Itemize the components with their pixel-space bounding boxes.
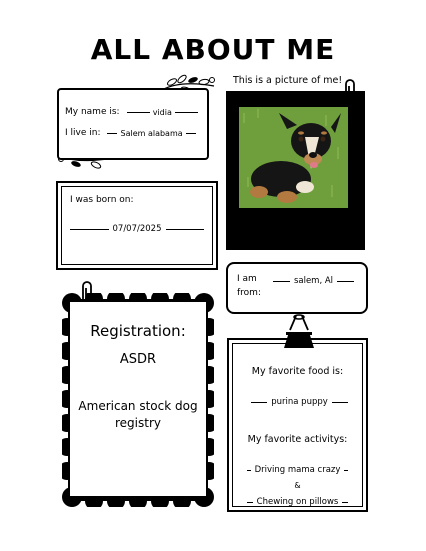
rule <box>166 229 205 230</box>
rule <box>247 502 253 503</box>
rule <box>251 402 267 403</box>
rule <box>186 133 196 134</box>
live-label: I live in: <box>65 128 101 138</box>
rule <box>127 112 150 113</box>
born-card-inner <box>61 186 213 265</box>
activity-1: Driving mama crazy <box>254 465 341 475</box>
born-label: I was born on: <box>70 195 134 205</box>
live-value-line <box>104 129 201 138</box>
rule <box>344 470 348 471</box>
name-card <box>57 88 209 160</box>
rule <box>175 112 198 113</box>
picture-caption: This is a picture of me! <box>233 75 343 86</box>
activity-separator: & <box>294 481 301 490</box>
born-value: 07/07/2025 <box>112 224 162 234</box>
hometown-value-line <box>273 276 354 286</box>
name-value: vidia <box>152 107 172 117</box>
born-card <box>56 181 218 270</box>
registration-card <box>68 300 208 498</box>
activity-label: My favorite activitys: <box>247 434 348 445</box>
paperclip-icon <box>342 76 358 110</box>
hometown-card <box>226 262 368 314</box>
favorites-card-inner <box>232 343 363 507</box>
hometown-label-line2: from: <box>237 288 261 298</box>
rule <box>107 133 117 134</box>
rule <box>70 229 109 230</box>
food-label: My favorite food is: <box>251 366 344 377</box>
activity-1-line <box>247 465 348 475</box>
registration-code: ASDR <box>119 352 157 367</box>
rule <box>273 281 290 282</box>
name-label: My name is: <box>65 107 120 117</box>
page-title: ALL ABOUT ME <box>90 33 336 66</box>
name-row <box>65 107 201 117</box>
food-value-line <box>251 397 348 407</box>
hometown-label <box>237 272 261 300</box>
polaroid-frame <box>226 91 365 250</box>
rule <box>332 402 348 403</box>
live-value: Salem alabama <box>120 128 183 138</box>
rule <box>342 502 348 503</box>
born-value-line <box>70 224 204 234</box>
hometown-label-line1: I am <box>237 274 257 284</box>
dog-photo <box>239 107 348 208</box>
hometown-value: salem, Al <box>293 276 334 286</box>
registration-title: Registration: <box>90 322 186 340</box>
live-row <box>65 128 201 138</box>
rule <box>337 281 354 282</box>
name-value-line <box>124 108 201 117</box>
puppy-illustration <box>239 107 348 208</box>
food-value: purina puppy <box>271 397 328 407</box>
favorites-card <box>227 338 368 512</box>
registration-name: American stock dog registry <box>78 399 198 430</box>
activity-2: Chewing on pillows <box>256 497 339 507</box>
activity-2-line <box>247 497 348 507</box>
rule <box>247 470 251 471</box>
